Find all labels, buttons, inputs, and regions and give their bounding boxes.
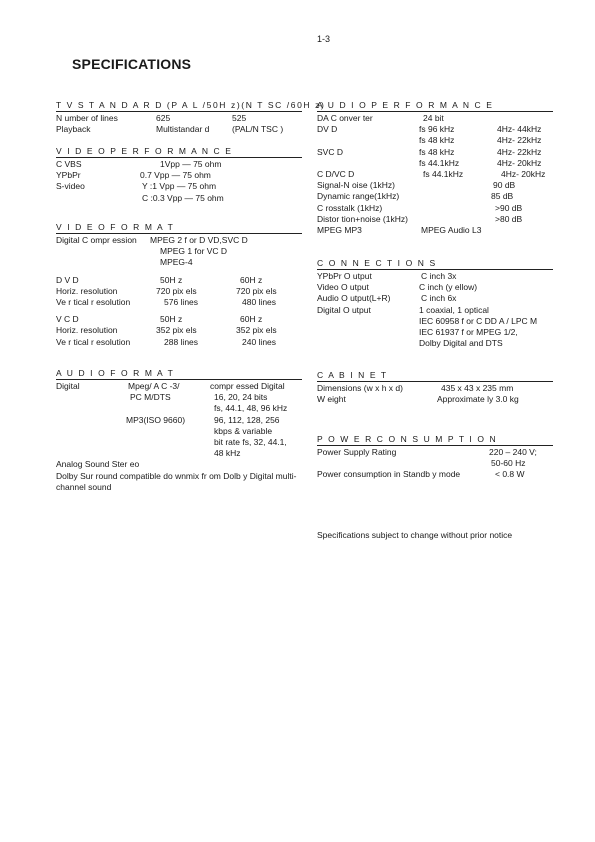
spec-value: 48 kHz (214, 448, 241, 459)
spec-value: Dolby Digital and DTS (419, 338, 503, 349)
connections-section (317, 258, 553, 349)
power-consumption-heading: P O W E R C O N S U M P T I O N (317, 434, 553, 446)
spec-row (56, 257, 302, 268)
spec-value: MPEG Audio L3 (421, 224, 482, 235)
audio-performance-heading: A U D I O P E R F O R M A N C E (317, 100, 553, 112)
spec-row (317, 394, 553, 405)
footnote: Specifications subject to change without prior notice (317, 530, 513, 540)
spec-row (56, 325, 302, 336)
spec-label: Power consumption in Standb y mode (317, 469, 461, 480)
spec-label: Ve r tical r esolution (56, 296, 131, 307)
spec-value: 90 dB (493, 180, 516, 191)
power-consumption-section (317, 434, 553, 481)
spec-row (317, 305, 553, 316)
spec-row (56, 181, 302, 192)
spec-label: Signal-N oise (1kHz) (317, 180, 395, 191)
spec-label: N umber of lines (56, 113, 118, 123)
spec-label: C VBS (56, 159, 82, 169)
spec-value: >90 dB (495, 202, 523, 213)
spec-value: 85 dB (491, 191, 514, 202)
spec-value: fs 44.1kHz (423, 168, 464, 179)
spec-value: IEC 60958 f or C DD A / LPC M (419, 315, 538, 326)
spec-value: C inch 6x (421, 293, 457, 304)
spec-row (317, 458, 553, 469)
spec-value: 24 bit (423, 113, 444, 123)
spec-row (56, 314, 302, 325)
spec-row (317, 135, 553, 146)
spec-row (56, 170, 302, 181)
spec-row (56, 403, 302, 414)
spec-row (317, 147, 553, 158)
spec-row (317, 214, 553, 225)
spec-row (317, 282, 553, 293)
spec-value: 220 – 240 V; (489, 447, 537, 457)
spec-value: 50-60 Hz (491, 458, 526, 469)
spec-row (317, 158, 553, 169)
dolby-downmix-text: Dolby Sur round compatible do wnmix fr om Dolb y Digital multi-channel sound (56, 470, 297, 492)
video-format-heading: V I D E O F O R M A T (56, 222, 302, 234)
spec-label: Playback (56, 124, 91, 135)
spec-row (56, 448, 302, 459)
spec-label: V C D (56, 314, 79, 325)
spec-value: 352 pix els (236, 325, 277, 336)
spec-row (56, 381, 302, 392)
spec-row (56, 124, 302, 135)
spec-value: kbps & variable (214, 425, 273, 436)
spec-value: 16, 20, 24 bits (214, 392, 268, 403)
spec-row (56, 459, 302, 470)
cabinet-section (317, 370, 553, 405)
spec-value: MP3(ISO 9660) (126, 414, 186, 425)
spec-label: Digital O utput (317, 304, 371, 315)
spec-row (317, 469, 553, 480)
spec-value: Approximate ly 3.0 kg (437, 394, 519, 405)
spec-row (317, 169, 553, 180)
spec-value: 4Hz- 22kHz (497, 146, 542, 157)
spec-label: Audio O utput(L+R) (317, 293, 391, 304)
spec-value: 50H z (160, 274, 183, 285)
spec-label: Power Supply Rating (317, 447, 397, 457)
spec-value: 240 lines (242, 336, 277, 347)
spec-value: PC M/DTS (130, 392, 171, 403)
spec-label: YPbPr O utput (317, 271, 372, 281)
spec-row (317, 271, 553, 282)
spec-row (56, 275, 302, 286)
spec-row (56, 426, 302, 437)
spec-value: compr essed Digital (210, 381, 285, 391)
spec-row (317, 124, 553, 135)
spec-value: fs 44.1kHz (419, 157, 460, 168)
spec-label: Dynamic range(1kHz) (317, 191, 400, 202)
spec-row (317, 316, 553, 327)
spec-value: 50H z (160, 314, 183, 325)
video-format-section (56, 222, 302, 348)
spec-value: Y :1 Vpp — 75 ohm (142, 181, 217, 192)
spec-label: Ve r tical r esolution (56, 336, 131, 347)
spec-label: S-video (56, 181, 85, 192)
spec-value: fs 96 kHz (419, 124, 455, 135)
spec-value: 720 pix els (236, 285, 277, 296)
spec-row (317, 447, 553, 458)
spec-value: 60H z (240, 314, 263, 325)
spec-label: Distor tion+noise (1kHz) (317, 213, 408, 224)
spec-label: Digital C ompr ession (56, 235, 137, 245)
spec-value: 60H z (240, 274, 263, 285)
cabinet-heading: C A B I N E T (317, 370, 553, 382)
spec-row (317, 225, 553, 236)
spec-label: D V D (56, 274, 79, 285)
spec-row (56, 415, 302, 426)
spec-value: (PAL/N TSC ) (232, 124, 284, 135)
tv-standard-section (56, 100, 326, 135)
spec-row (317, 383, 553, 394)
spec-value: 576 lines (164, 296, 199, 307)
spec-value: MPEG 1 for VC D (160, 246, 228, 257)
spec-value: 0.7 Vpp — 75 ohm (140, 170, 211, 181)
audio-performance-section (317, 100, 553, 236)
spec-row (317, 293, 553, 304)
spec-value: 96, 112, 128, 256 (214, 414, 280, 425)
video-performance-section (56, 146, 302, 204)
spec-row (56, 235, 302, 246)
page-number: 1-3 (317, 34, 331, 44)
spec-value: C inch 3x (421, 271, 457, 281)
spec-row (317, 327, 553, 338)
spec-value: 525 (232, 113, 247, 123)
spec-value: IEC 61937 f or MPEG 1/2, (419, 326, 518, 337)
spec-row (317, 180, 553, 191)
spec-row (317, 203, 553, 214)
page-title: SPECIFICATIONS (72, 56, 192, 72)
spec-row (56, 392, 302, 403)
spec-value: >80 dB (495, 213, 523, 224)
spec-value: 720 pix els (156, 285, 197, 296)
spec-value: C inch (y ellow) (419, 282, 478, 293)
spec-value: 4Hz- 22kHz (497, 135, 542, 146)
spec-value: fs, 44.1, 48, 96 kHz (214, 403, 288, 414)
video-performance-heading: V I D E O P E R F O R M A N C E (56, 146, 302, 158)
spec-value: 1Vpp — 75 ohm (160, 159, 222, 169)
spec-row (317, 338, 553, 349)
spec-value: 352 pix els (156, 325, 197, 336)
audio-format-heading: A U D I O F O R M A T (56, 368, 302, 380)
spec-value: MPEG 2 f or D VD,SVC D (150, 235, 248, 245)
spec-row (317, 113, 553, 124)
spec-label: DV D (317, 124, 338, 135)
spec-label: C rosstalk (1kHz) (317, 202, 383, 213)
audio-format-section (56, 368, 302, 493)
spec-label: DA C onver ter (317, 113, 373, 123)
spec-value: 288 lines (164, 336, 199, 347)
spec-value: 1 coaxial, 1 optical (419, 304, 489, 315)
connections-heading: C O N N E C T I O N S (317, 258, 553, 270)
tv-standard-heading: T V S T A N D A R D (P A L /50H z)(N T SC /60H z) (56, 100, 326, 110)
spec-label: Horiz. resolution (56, 285, 118, 296)
spec-row (56, 113, 302, 124)
spec-row (56, 297, 302, 308)
spec-row (56, 337, 302, 348)
spec-label: Video O utput (317, 282, 369, 293)
spec-label: C D/VC D (317, 168, 355, 179)
spec-value: fs 48 kHz (419, 146, 455, 157)
spec-row (56, 159, 302, 170)
spec-value: 480 lines (242, 296, 277, 307)
spec-value: 435 x 43 x 235 mm (441, 383, 514, 393)
spec-row (56, 437, 302, 448)
spec-label: Digital (56, 381, 80, 391)
spec-value: fs 48 kHz (419, 135, 455, 146)
spec-label: Dimensions (w x h x d) (317, 383, 403, 393)
spec-label: YPbPr (56, 170, 81, 181)
spec-value: 4Hz- 20kHz (501, 168, 546, 179)
spec-value: C :0.3 Vpp — 75 ohm (142, 192, 224, 203)
spec-label: W eight (317, 394, 346, 405)
spec-label: SVC D (317, 146, 343, 157)
spec-row (317, 191, 553, 202)
spec-label: MPEG MP3 (317, 224, 362, 235)
spec-value: Mpeg/ A C -3/ (128, 381, 180, 391)
spec-value: bit rate fs, 32, 44.1, (214, 436, 287, 447)
spec-value: 4Hz- 20kHz (497, 157, 542, 168)
spec-row (56, 193, 302, 204)
spec-row (56, 246, 302, 257)
spec-value: 4Hz- 44kHz (497, 124, 542, 135)
spec-value: Multistandar d (156, 124, 210, 135)
spec-value: MPEG-4 (160, 257, 193, 268)
spec-value: 625 (156, 113, 171, 123)
spec-row (56, 286, 302, 297)
spec-value: < 0.8 W (495, 469, 525, 480)
spec-label: Horiz. resolution (56, 325, 118, 336)
spec-label: Analog Sound Ster eo (56, 459, 140, 470)
